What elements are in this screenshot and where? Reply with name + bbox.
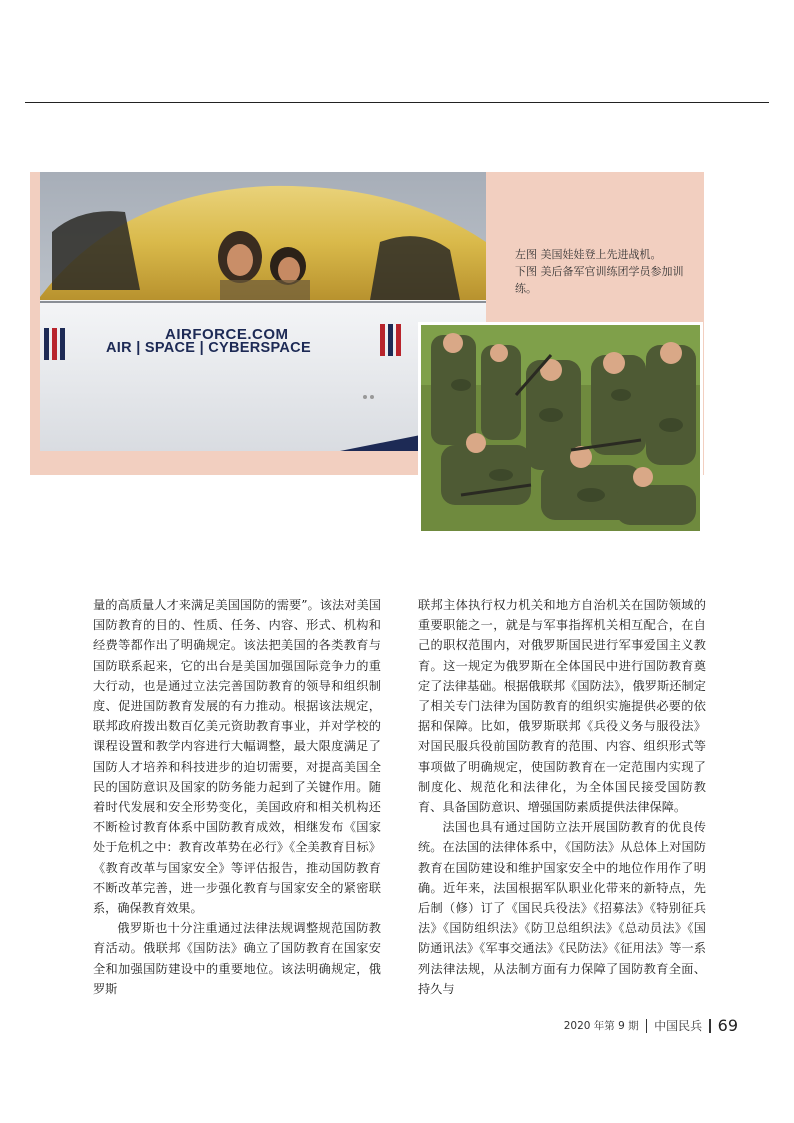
jet-tagline-text: AIR | SPACE | CYBERSPACE: [106, 340, 311, 356]
page-footer: [564, 1016, 738, 1035]
body-paragraph: 俄罗斯也十分注重通过法律法规调整规范国防教育活动。俄联邦《国防法》确立了国防教育在国家安全和加强国防建设中的重要地位。该法明确规定，俄罗斯: [93, 921, 381, 996]
stripe-left-3: [60, 328, 65, 360]
stripe-left-1: [44, 328, 49, 360]
footer-divider: [709, 1019, 711, 1033]
jet-domain-text: AIRFORCE.COM: [165, 326, 289, 343]
caption-line-below: 下图 美后备军官训练团学员参加训练。: [515, 265, 684, 295]
stripe-left-2: [52, 328, 57, 360]
photo-caption: [515, 246, 695, 297]
issue-label: 2020 年第 9 期: [563, 1020, 639, 1032]
page-number: 69: [717, 1016, 738, 1035]
cadets-illustration: [421, 325, 700, 531]
cadets-training-photo: [418, 322, 703, 534]
caption-line-left: 左图 美国娃娃登上先进战机。: [515, 248, 662, 261]
body-column-left: [93, 595, 381, 999]
body-paragraph: 量的高质量人才来满足美国国防的需要”。该法对美国国防教育的目的、性质、任务、内容、形式、机构和经费等都作出了明确规定。该法把美国的各类教育与国防联系起来，它的出台是美国加强国际竞争力的重大行动，也是通过立法完善国防教育的领导和组织制度、促进国防教育发展的有力推动。根据该法规定，联邦政府拨出数百亿美元资助教育事业，并对学校的课程设置和教学内容进行大幅调整，最大限度满足了国防人才培养和科技进步的迫切需要，对提高美国全民的国防意识及国家的防务能力起到了关键作用。随着时代发展和安全形势变化，美国政府和相关机构还不断检讨教育体系中国防教育成效，相继发布《国家处于危机之中：教育改革势在必行》《全美教育目标》《教育改革与国家安全》等评估报告，推动国防教育不断改革完善，进一步强化教育与国家安全的紧密联系，确保教育效果。: [93, 598, 381, 916]
magazine-name: 中国民兵: [654, 1019, 703, 1033]
footer-divider: [646, 1019, 648, 1033]
body-paragraph: 法国也具有通过国防立法开展国防教育的优良传统。在法国的法律体系中，《国防法》从总体上对国防教育在国防建设和维护国家安全中的地位作用作了明确。近年来，法国根据军队职业化带来的新特点，先后制（修）订了《国民兵役法》《招募法》《特别征兵法》《国防组织法》《防卫总组织法》《总动员法》《国防通讯法》《军事交通法》《民防法》《征用法》等一系列法律法规，从法制方面有力保障了国防教育全面、持久与: [418, 820, 706, 996]
body-paragraph: 联邦主体执行权力机关和地方自治机关在国防领域的重要职能之一，就是与军事指挥机关相互配合，在自己的职权范围内，对俄罗斯国民进行军事爱国主义教育。这一规定为俄罗斯在全体国民中进行国防教育奠定了法律基础。根据俄联邦《国防法》，俄罗斯还制定了相关专门法律为国防教育的组织实施提供必要的依据和保障。比如，俄罗斯联邦《兵役义务与服役法》对国民服兵役前国防教育的范围、内容、组织形式等事项做了明确规定，使国防教育在一定范围内实现了制度化、规范化和法律化，为全体国民接受国防教育、具备国防意识、增强国防素质提供法律保障。: [418, 598, 706, 815]
body-column-right: [418, 595, 706, 999]
header-rule: [25, 102, 769, 103]
